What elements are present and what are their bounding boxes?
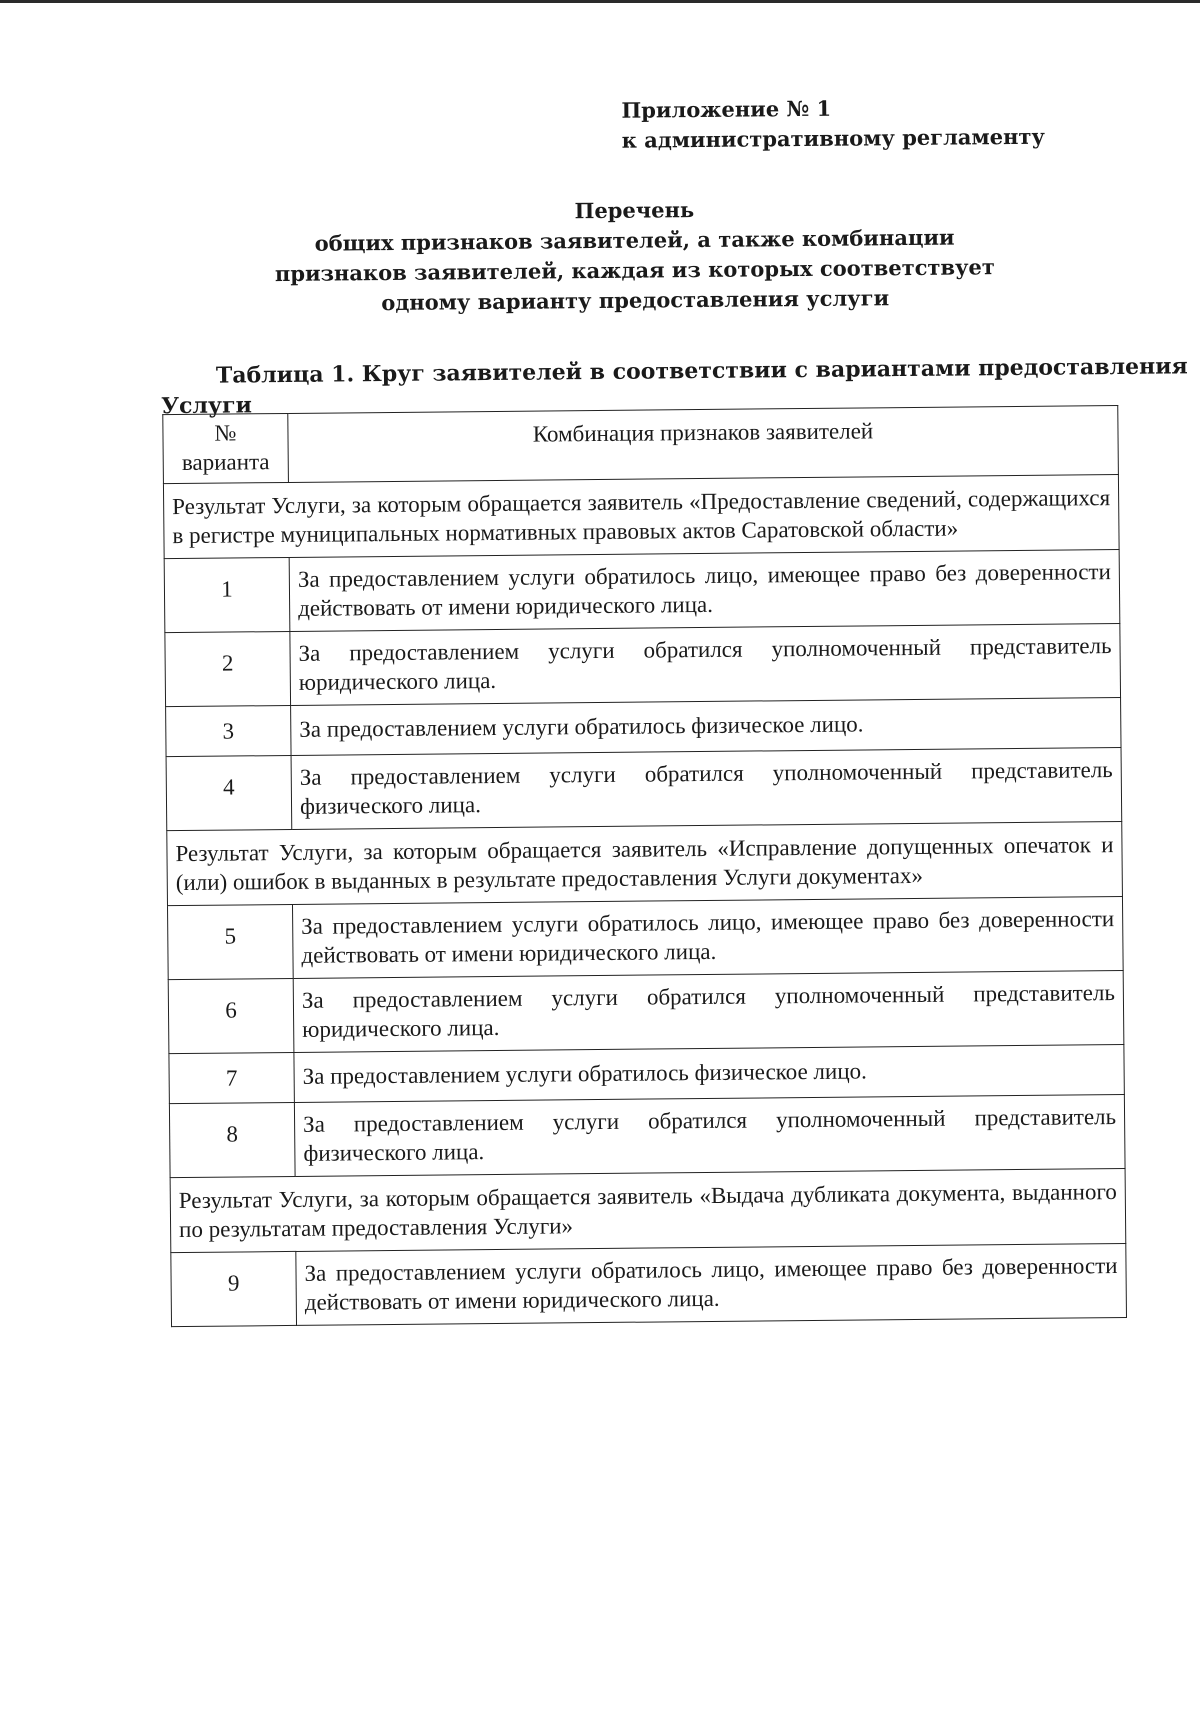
variant-description: За предоставлением услуги обратился уполномоченный представитель физического лица. (294, 1094, 1125, 1176)
header-variant-number: № варианта (163, 413, 289, 483)
variant-description: За предоставлением услуги обратилось лицо, имеющее право без доверенности действовать от имени юридического лица. (296, 1243, 1127, 1325)
applicants-table-wrapper (162, 405, 1127, 1327)
table-caption-line-2: Услуги (161, 392, 252, 420)
result-group-row (163, 475, 1119, 559)
variant-description: За предоставлением услуги обратился уполномоченный представитель юридического лица. (290, 624, 1121, 706)
header-combination: Комбинация признаков заявителей (288, 406, 1119, 483)
variant-description: За предоставлением услуги обратилось лицо, имеющее право без доверенности действовать от имени юридического лица. (289, 550, 1120, 632)
appendix-reference (621, 92, 1045, 156)
table-caption-line-1: Таблица 1. Круг заявителей в соответствии с вариантами предоставления (215, 353, 1188, 389)
table-row (171, 1243, 1127, 1326)
variant-description: За предоставлением услуги обратился уполномоченный представитель физического лица. (291, 747, 1122, 829)
heading-line-3: признаков заявителей, каждая из которых соответствует (274, 254, 995, 287)
variant-description: За предоставлением услуги обратилось физическое лицо. (294, 1044, 1124, 1102)
variant-number: 2 (165, 631, 291, 706)
table-row (168, 970, 1124, 1053)
heading-line-4: одному варианту предоставления услуги (381, 285, 890, 316)
table-row (167, 896, 1123, 979)
result-description: Результат Услуги, за которым обращается заявитель «Исправление допущенных опечаток и (или) ошибок в выданных в результате предоставления Услуги документах» (167, 821, 1123, 905)
variant-number: 7 (169, 1052, 294, 1103)
result-group-row (170, 1168, 1126, 1252)
result-description: Результат Услуги, за которым обращается заявитель «Выдача дубликата документа, выданного по результатам предоставления Услуги» (170, 1168, 1126, 1252)
document-heading (184, 191, 1085, 320)
applicants-table (162, 405, 1127, 1327)
table-row (165, 624, 1121, 707)
variant-description: За предоставлением услуги обратилось лицо, имеющее право без доверенности действовать от имени юридического лица. (292, 896, 1123, 978)
variant-number: 5 (167, 904, 293, 979)
table-row (166, 747, 1122, 830)
appendix-line-2: к административному регламенту (621, 123, 1046, 153)
variant-number: 1 (164, 557, 290, 632)
heading-line-2: общих признаков заявителей, а также комбинации (314, 224, 955, 256)
variant-description: За предоставлением услуги обратилось физическое лицо. (291, 697, 1121, 755)
variant-number: 3 (166, 705, 291, 756)
table-row (166, 697, 1121, 756)
table-row (169, 1044, 1124, 1103)
appendix-line-1: Приложение № 1 (621, 95, 832, 123)
variant-number: 8 (169, 1102, 295, 1177)
heading-line-1: Перечень (574, 197, 695, 224)
result-group-row (167, 821, 1123, 905)
result-description: Результат Услуги, за которым обращается заявитель «Предоставление сведений, содержащихся в регистре муниципальных нормативных правовых актов Саратовской области» (163, 475, 1119, 559)
variant-number: 9 (171, 1251, 297, 1326)
variant-number: 4 (166, 755, 292, 830)
table-header-row (163, 406, 1119, 484)
variant-description: За предоставлением услуги обратился уполномоченный представитель юридического лица. (293, 970, 1124, 1052)
table-row (169, 1094, 1125, 1177)
table-row (164, 550, 1120, 633)
variant-number: 6 (168, 978, 294, 1053)
